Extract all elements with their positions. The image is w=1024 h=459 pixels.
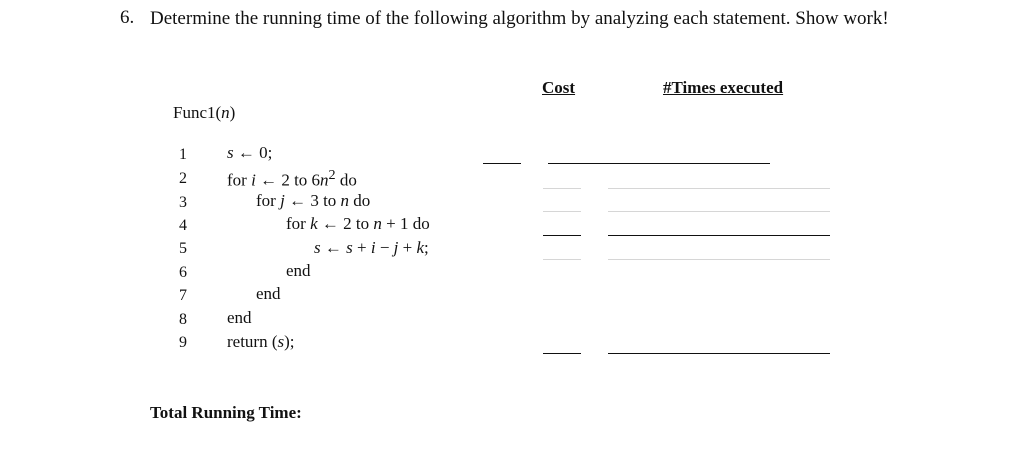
times-blank-line-3[interactable] — [608, 211, 830, 212]
times-blank-line-2[interactable] — [608, 188, 830, 189]
code-line: return (s); — [227, 332, 295, 351]
code-line: for i ← 2 to $6n^2$ do — [227, 167, 357, 190]
times-blank-line-9[interactable] — [608, 353, 830, 354]
cost-column-header: Cost — [542, 78, 576, 97]
times-blank-line-5[interactable] — [608, 259, 830, 260]
cost-blank-line-9[interactable] — [543, 353, 581, 354]
line-number: 6 — [179, 264, 187, 281]
code-line: s ← s + i − j + k; — [314, 238, 429, 257]
line-number: 4 — [179, 217, 187, 234]
function-name: Func1 — [173, 103, 216, 122]
code-line: for k ← 2 to n + 1 do — [286, 214, 430, 233]
cost-blank-line-1[interactable] — [483, 163, 521, 164]
code-line: s ← 0; — [227, 143, 273, 162]
cost-blank-line-4[interactable] — [543, 235, 581, 236]
question-number: 6. — [120, 7, 135, 28]
line-number: 7 — [179, 287, 187, 304]
line-number: 5 — [179, 240, 187, 257]
line-number: 1 — [179, 146, 187, 163]
function-param: n — [221, 103, 230, 122]
code-line: end — [227, 308, 252, 327]
line-number: 2 — [179, 170, 187, 187]
code-line: end — [256, 284, 281, 303]
line-number: 8 — [179, 311, 187, 328]
total-running-time-label: Total Running Time: — [150, 403, 302, 422]
function-header: Func1(n) — [173, 103, 236, 122]
times-executed-column-header: #Times executed — [663, 78, 784, 97]
times-blank-line-4[interactable] — [608, 235, 830, 236]
cost-blank-line-2[interactable] — [543, 188, 581, 189]
code-line: for j ← 3 to n do — [256, 191, 371, 210]
times-blank-line-1[interactable] — [548, 163, 770, 164]
line-number: 3 — [179, 194, 187, 211]
code-line: end — [286, 261, 311, 280]
line-number: 9 — [179, 334, 187, 351]
question-text: Determine the running time of the following algorithm by analyzing each statement. Show work! — [150, 8, 889, 29]
cost-blank-line-5[interactable] — [543, 259, 581, 260]
cost-blank-line-3[interactable] — [543, 211, 581, 212]
